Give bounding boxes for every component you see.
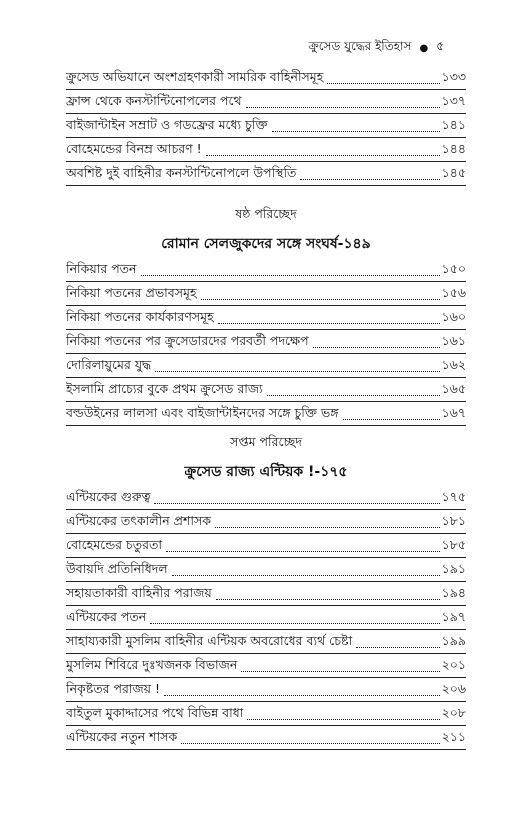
toc-entry[interactable] [66, 162, 466, 186]
toc-entry-title: ফ্রান্স থেকে কনস্টান্টিনোপলের পথে [66, 93, 242, 108]
toc-entry-title: নিকিয়া পতনের কার্যকারণসমূহ [66, 309, 214, 324]
toc-entry[interactable] [66, 330, 466, 354]
toc-entry-title: নিকিয়া পতনের প্রভাবসমূহ [66, 285, 197, 300]
toc-entry-page: ১৪৫ [441, 165, 466, 180]
leader-dots [172, 574, 440, 576]
leader-dots [155, 370, 439, 372]
toc-entry-page: ১৪৪ [441, 141, 466, 156]
toc-entry[interactable] [66, 306, 466, 330]
toc-entry[interactable] [66, 258, 466, 282]
toc-entry[interactable] [66, 66, 466, 90]
toc-section-continued [66, 66, 466, 186]
leader-dots [181, 742, 439, 744]
page-number: ৫ [436, 39, 444, 53]
toc-entry-page: ১৬২ [441, 357, 466, 372]
leader-dots [150, 622, 439, 624]
chapter-label: ষষ্ঠ পরিচ্ছেদ [235, 206, 297, 221]
toc-entry[interactable] [66, 402, 466, 426]
leader-dots [247, 718, 439, 720]
toc-entry-page: ১৯৭ [441, 609, 466, 624]
leader-dots [216, 598, 440, 600]
toc-entry-page: ২১১ [441, 729, 466, 744]
toc-entry-title: দোরিলায়ুমের যুদ্ধ [66, 357, 152, 372]
toc-entry-title: সহায়তাকারী বাহিনীর পরাজয় [66, 585, 212, 600]
toc-chapter-7 [66, 486, 466, 750]
toc-entry[interactable] [66, 582, 466, 606]
chapter-7-header [66, 434, 466, 484]
toc-entry-title: নিকিয়া পতনের পর ক্রুসেডারদের পরবর্তী পদক্ষেপ [66, 333, 309, 348]
toc-entry-title: অবশিষ্ট দুই বাহিনীর কনস্টান্টিনোপলে উপস্থিতি [66, 165, 297, 180]
leader-dots [166, 550, 440, 552]
leader-dots [343, 418, 440, 420]
toc-entry-title: ক্রুসেড অভিযানে অংশগ্রহণকারী সামরিক বাহিনীসমূহ [66, 69, 324, 84]
chapter-heading: রোমান সেলজুকদের সঙ্গে সংঘর্ষ-১৪৯ [161, 236, 371, 252]
toc-entry-page: ২০১ [441, 657, 466, 672]
toc-entry-title: বল্ডউইনের লালসা এবং বাইজান্টাইনদের সঙ্গে চুক্তি ভঙ্গ [66, 405, 339, 420]
toc-entry[interactable] [66, 726, 466, 750]
leader-dots [313, 346, 440, 348]
leader-dots [218, 322, 440, 324]
toc-entry-page: ১৫০ [441, 261, 466, 276]
running-header-title: ক্রুসেড যুদ্ধের ইতিহাস [308, 39, 412, 53]
toc-entry-page: ১৬১ [441, 333, 466, 348]
toc-entry-title: নিকৃষ্টতর পরাজয় ! [66, 681, 161, 696]
toc-entry-title: এন্টিয়কের গুরুত্ব [66, 489, 151, 504]
toc-entry-title: এন্টিয়কের নতুন শাসক [66, 729, 178, 744]
leader-dots [154, 502, 439, 504]
leader-dots [246, 106, 440, 108]
toc-entry[interactable] [66, 702, 466, 726]
toc-entry[interactable] [66, 282, 466, 306]
leader-dots [206, 154, 440, 156]
toc-entry-title: উবায়দি প্রতিনিধিদল [66, 561, 168, 576]
leader-dots [215, 526, 440, 528]
toc-entry-page: ১৬৭ [441, 405, 466, 420]
running-header [309, 38, 444, 58]
leader-dots [141, 274, 440, 276]
toc-entry-page: ১৩৩ [441, 69, 466, 84]
toc-entry-title: বোহেমন্ডের বিনম্র আচরণ ! [66, 141, 202, 156]
toc-entry[interactable] [66, 558, 466, 582]
toc-entry-page: ১৪১ [441, 117, 466, 132]
toc-entry-page: ২০৬ [441, 681, 466, 696]
leader-dots [267, 394, 440, 396]
leader-dots [241, 670, 439, 672]
toc-entry-page: ১৯১ [441, 561, 466, 576]
toc-entry-title: মুসলিম শিবিরে দুঃখজনক বিভাজন [66, 657, 238, 672]
toc-entry[interactable] [66, 138, 466, 162]
toc-entry[interactable] [66, 510, 466, 534]
toc-entry-page: ১৮৫ [441, 537, 466, 552]
toc-entry-page: ১৫৬ [441, 285, 466, 300]
toc-entry-page: ১৬৫ [441, 381, 466, 396]
toc-entry[interactable] [66, 630, 466, 654]
toc-entry[interactable] [66, 354, 466, 378]
leader-dots [327, 82, 439, 84]
leader-dots [356, 646, 440, 648]
toc-entry-title: ইসলামি প্রাচ্যের বুকে প্রথম ক্রুসেড রাজ্য [66, 381, 263, 396]
header-separator: ● [419, 42, 429, 54]
chapter-6-header [66, 206, 466, 256]
toc-entry[interactable] [66, 378, 466, 402]
toc-entry-page: ১৩৭ [441, 93, 466, 108]
toc-entry[interactable] [66, 90, 466, 114]
toc-entry[interactable] [66, 606, 466, 630]
toc-entry-page: ১৬০ [441, 309, 466, 324]
toc-chapter-6 [66, 258, 466, 426]
leader-dots [272, 130, 440, 132]
toc-entry-title: বোহেমন্ডের চতুরতা [66, 537, 163, 552]
toc-entry-page: ১৭৫ [441, 489, 466, 504]
leader-dots [300, 178, 439, 180]
toc-entry[interactable] [66, 654, 466, 678]
toc-entry-page: ১৮১ [441, 513, 466, 528]
toc-entry-page: ২০৮ [441, 705, 466, 720]
toc-entry[interactable] [66, 486, 466, 510]
toc-entry-title: এন্টিয়কের তৎকালীন প্রশাসক [66, 513, 212, 528]
toc-entry-title: সাহায্যকারী মুসলিম বাহিনীর এন্টিয়ক অবরোধের ব্যর্থ চেষ্টা [66, 633, 353, 648]
chapter-heading: ক্রুসেড রাজ্য এন্টিয়ক !-১৭৫ [184, 464, 348, 480]
toc-entry-title: বাইতুল মুকাদ্দাসের পথে বিভিন্ন বাধা [66, 705, 244, 720]
toc-entry-title: এন্টিয়কের পতন [66, 609, 147, 624]
toc-entry-title: বাইজান্টাইন সম্রাট ও গডফ্রের মধ্যে চুক্তি [66, 117, 268, 132]
leader-dots [201, 298, 440, 300]
toc-entry[interactable] [66, 534, 466, 558]
chapter-label: সপ্তম পরিচ্ছেদ [230, 434, 302, 449]
toc-entry[interactable] [66, 114, 466, 138]
toc-entry-page: ১৯৯ [441, 633, 466, 648]
toc-entry-title: নিকিয়ার পতন [66, 261, 137, 276]
toc-entry[interactable] [66, 678, 466, 702]
leader-dots [164, 694, 440, 696]
toc-entry-page: ১৯৪ [441, 585, 466, 600]
